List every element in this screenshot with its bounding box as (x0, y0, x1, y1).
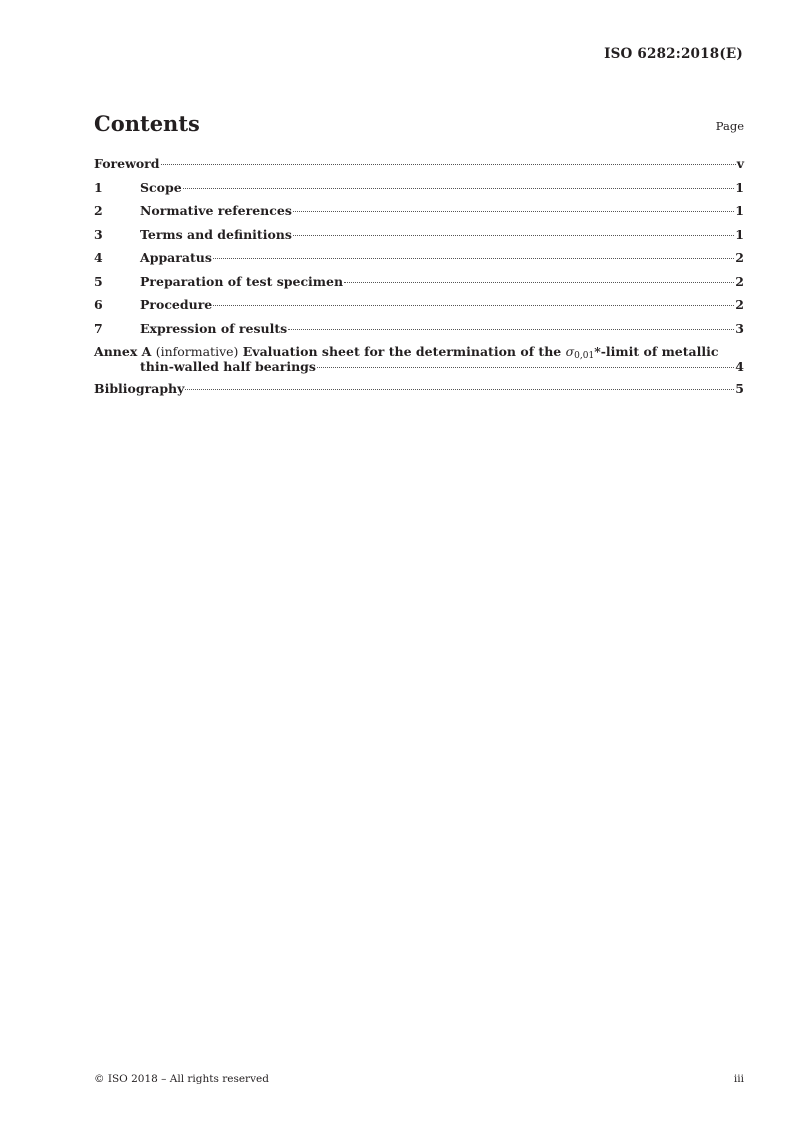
toc-entry-title: Scope (140, 179, 182, 195)
toc-entry-annex-a[interactable] (94, 344, 744, 381)
dot-leader (213, 305, 734, 306)
toc-entry-page: 5 (735, 381, 744, 396)
dot-leader (288, 329, 734, 330)
toc-entry-expression-of-results[interactable] (94, 321, 744, 345)
toc-entry-page: 2 (735, 250, 744, 265)
toc-entry-title: Procedure (140, 297, 213, 312)
toc-entry-bibliography[interactable] (94, 381, 744, 405)
toc-entry-number: 1 (94, 179, 103, 195)
page-number: iii (733, 1073, 744, 1085)
toc-entry-title: Foreword (94, 156, 160, 171)
toc-entry-number: 4 (94, 250, 103, 265)
table-of-contents (94, 156, 744, 405)
toc-entry-procedure[interactable] (94, 297, 744, 321)
toc-entry-number: 5 (94, 273, 103, 289)
sigma-subscript: 0,01 (574, 351, 595, 361)
toc-entry-number: 2 (94, 203, 103, 218)
toc-entry-page: 3 (735, 320, 744, 336)
dot-leader (293, 235, 734, 236)
toc-entry-page: v (736, 156, 744, 171)
toc-entry-scope[interactable] (94, 180, 744, 204)
toc-entry-title: Preparation of test specimen (140, 273, 344, 289)
toc-entry-terms-and-definitions[interactable] (94, 227, 744, 251)
toc-entry-title: Normative references (140, 203, 292, 218)
toc-entry-number: 3 (94, 226, 103, 242)
toc-entry-page: 1 (735, 226, 744, 242)
annex-title-line2: thin-walled half bearings (140, 359, 316, 374)
toc-entry-foreword[interactable] (94, 156, 744, 180)
dot-leader (317, 367, 734, 368)
dot-leader (344, 282, 734, 283)
toc-entry-title: Terms and definitions (140, 226, 292, 242)
annex-title-part2: *-limit of metallic (594, 344, 719, 359)
toc-entry-title: Expression of results (140, 320, 288, 336)
dot-leader (213, 258, 734, 259)
toc-entry-page: 2 (735, 297, 744, 312)
dot-leader (293, 211, 734, 212)
page-column-label: Page (715, 119, 744, 133)
toc-entry-apparatus[interactable] (94, 250, 744, 274)
toc-entry-preparation-of-test-specimen[interactable] (94, 274, 744, 298)
toc-entry-title: Apparatus (140, 250, 212, 265)
annex-label: Annex A (94, 344, 152, 359)
toc-entry-number: 7 (94, 320, 103, 336)
dot-leader (161, 164, 736, 165)
contents-title: Contents (94, 111, 200, 136)
toc-entry-normative-references[interactable] (94, 203, 744, 227)
toc-entry-page: 1 (735, 203, 744, 218)
dot-leader (183, 188, 735, 189)
document-reference: ISO 6282:2018(E) (604, 46, 743, 62)
annex-title-part1: Evaluation sheet for the determination of the (242, 344, 562, 359)
contents-header (94, 111, 744, 139)
annex-type: (informative) (155, 344, 239, 359)
toc-entry-page: 2 (735, 273, 744, 289)
copyright-notice: © ISO 2018 – All rights reserved (94, 1073, 269, 1085)
toc-entry-page: 1 (735, 179, 744, 195)
dot-leader (185, 389, 734, 390)
toc-entry-number: 6 (94, 297, 103, 312)
toc-entry-title: Bibliography (94, 381, 185, 396)
toc-entry-page: 4 (735, 359, 744, 374)
sigma-symbol: σ (565, 344, 575, 359)
